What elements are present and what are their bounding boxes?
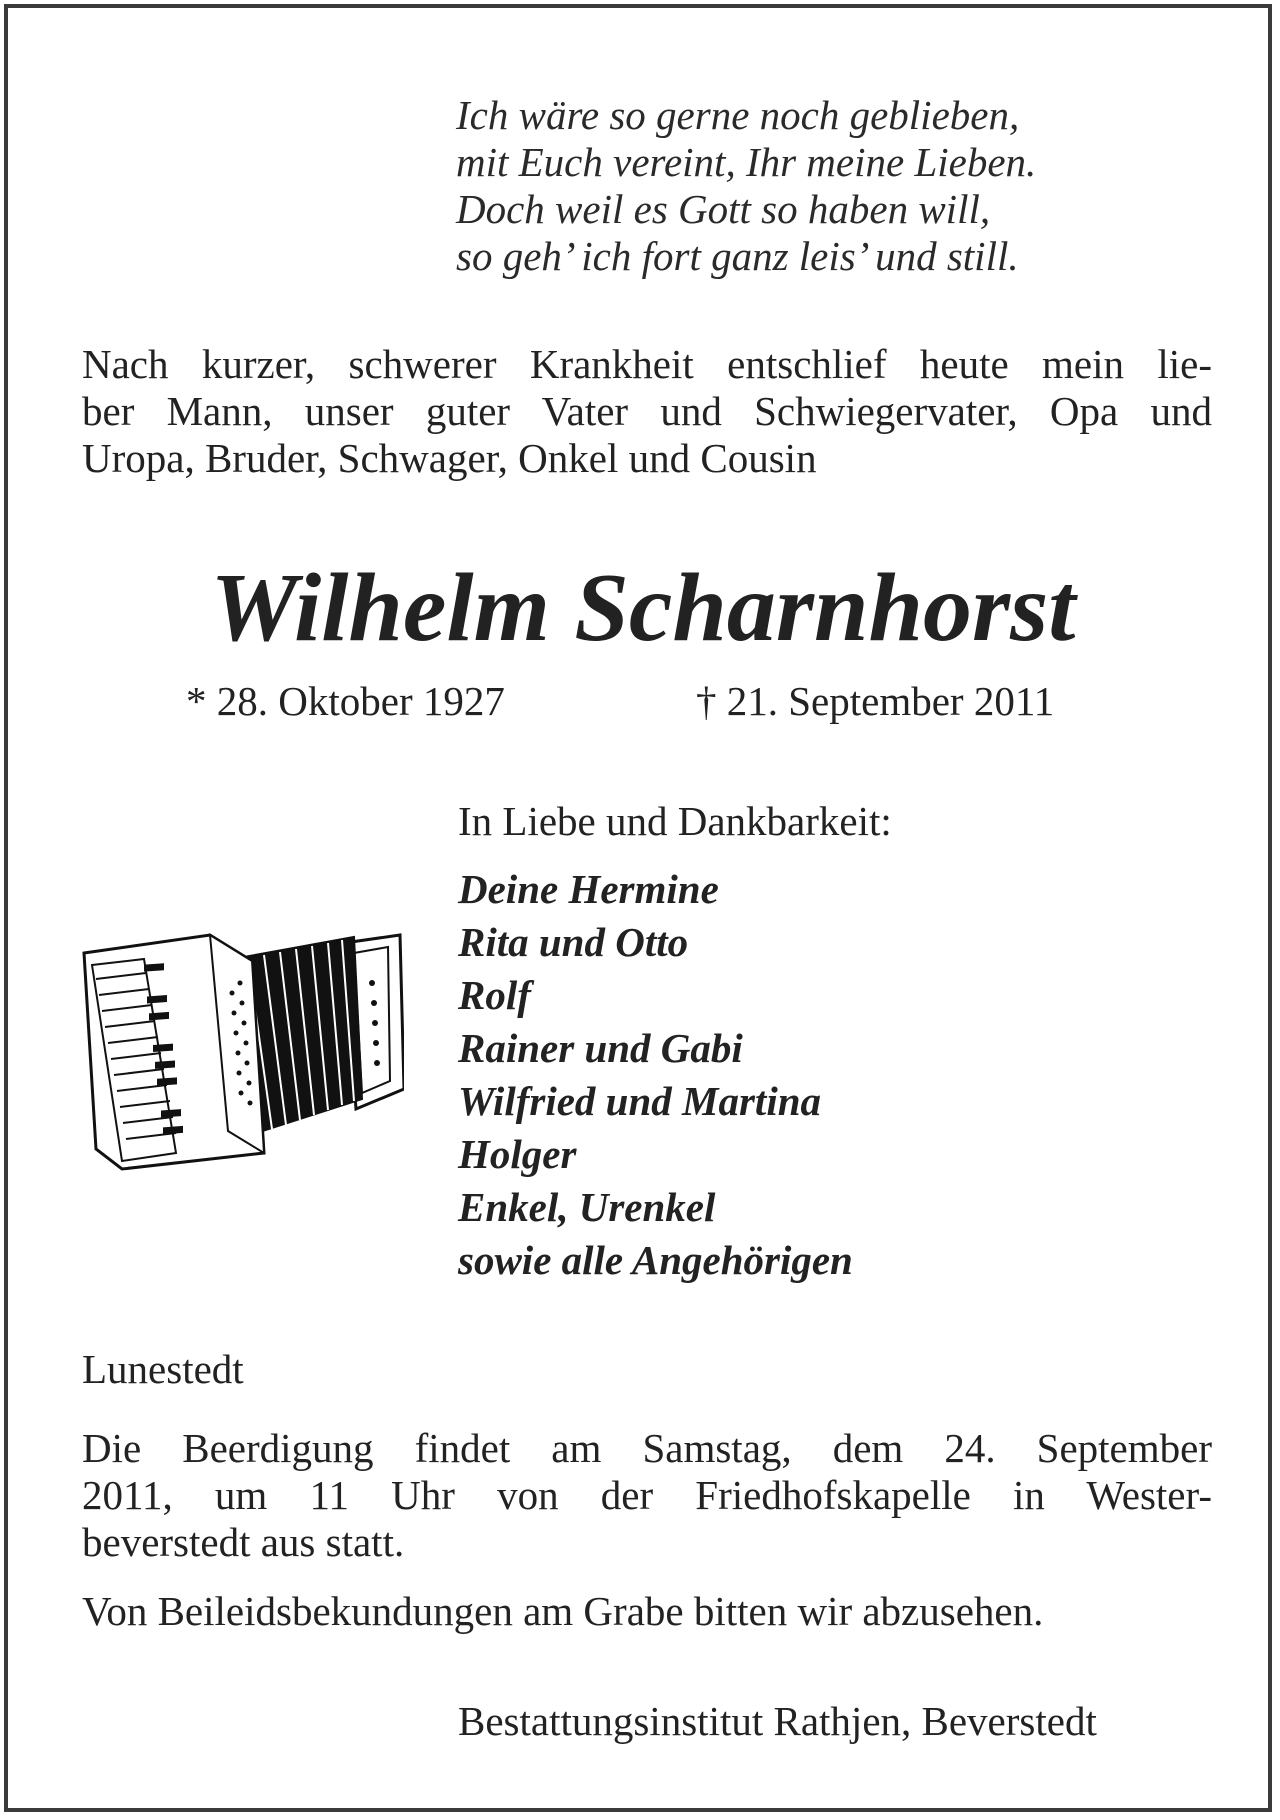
mourner-name: Enkel, Urenkel	[458, 1184, 716, 1230]
funeral-line: beverstedt aus statt.	[82, 1519, 405, 1565]
birth-date: * 28. Oktober 1927	[186, 678, 505, 724]
poem-line: Doch weil es Gott so haben will,	[456, 186, 991, 232]
mourners-list	[458, 863, 853, 1287]
accordion-icon	[82, 913, 404, 1171]
intro-text	[82, 341, 1212, 482]
mourner-name: Rita und Otto	[458, 919, 689, 965]
place-name: Lunestedt	[82, 1346, 244, 1392]
intro-line: Uropa, Bruder, Schwager, Onkel und Cousin	[82, 435, 817, 481]
mourner-name: Rolf	[458, 972, 531, 1018]
mourner-name: Wilfried und Martina	[458, 1078, 822, 1124]
poem-line: Ich wäre so gerne noch geblieben,	[456, 92, 1020, 138]
mourner-name: Holger	[458, 1131, 577, 1177]
mourner-name: Deine Hermine	[458, 866, 719, 912]
deceased-name: Wilhelm Scharnhorst	[210, 554, 1076, 662]
mourner-name: Rainer und Gabi	[458, 1025, 743, 1071]
poem-line: so geh’ ich fort ganz leis’ und still.	[456, 233, 1019, 279]
funeral-line: Die Beerdigung findet am Samstag, dem 24. September	[82, 1425, 1212, 1471]
poem-line: mit Euch vereint, Ihr meine Lieben.	[456, 139, 1037, 185]
undertaker: Bestattungsinstitut Rathjen, Beverstedt	[458, 1698, 1097, 1744]
obituary-frame	[4, 4, 1272, 1812]
funeral-line: 2011, um 11 Uhr von der Friedhofskapelle in Wester-	[82, 1472, 1212, 1518]
funeral-notice	[82, 1425, 1212, 1566]
poem	[456, 92, 1036, 280]
condolence-request: Von Beileidsbekundungen am Grabe bitten wir abzusehen.	[82, 1588, 1044, 1634]
mourner-name: sowie alle Angehörigen	[458, 1237, 853, 1283]
death-date: † 21. September 2011	[696, 678, 1055, 724]
mourners-heading: In Liebe und Dankbarkeit:	[458, 798, 892, 844]
intro-line: Nach kurzer, schwerer Krankheit entschlief heute mein lie-	[82, 341, 1212, 387]
intro-line: ber Mann, unser guter Vater und Schwiegervater, Opa und	[82, 388, 1212, 434]
